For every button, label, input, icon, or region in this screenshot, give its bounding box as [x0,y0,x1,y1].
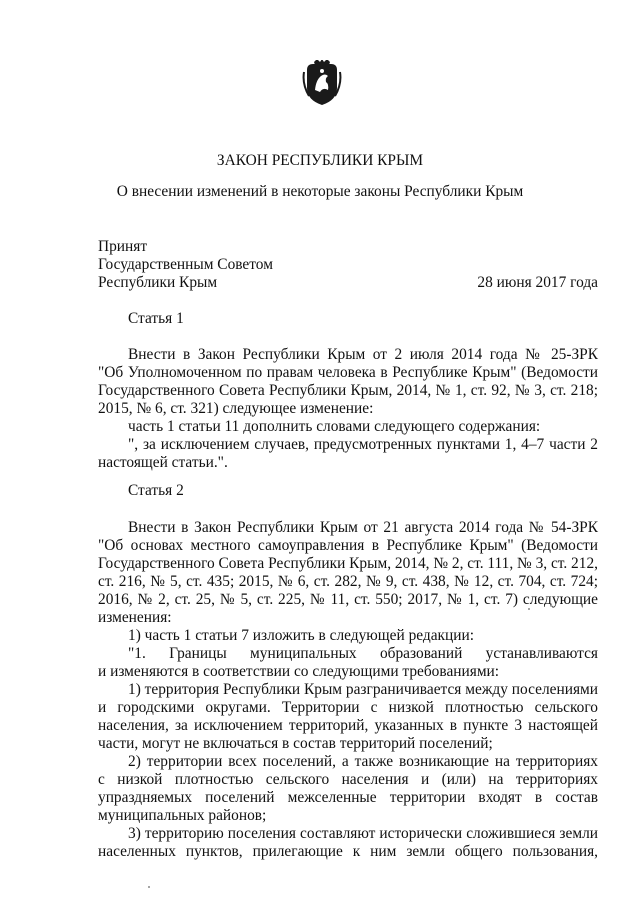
adopted-line-1: Принят [98,238,148,255]
law-title: ЗАКОН РЕСПУБЛИКИ КРЫМ [216,152,424,169]
article-2-line: муниципальных районов; [98,807,267,824]
article-2-line: Внести в Закон Республики Крым от 21 августа 2014 года № 54-ЗРК [128,519,598,536]
article-2-line: 1) часть 1 статьи 7 изложить в следующей редакции: [128,627,475,644]
article-1-line: часть 1 статьи 11 дополнить словами следующего содержания: [128,418,541,435]
article-2-line: 2) территории всех поселений, а также возникающие на территориях [128,753,598,770]
article-1-line: Внести в Закон Республики Крым от 2 июля 2014 года № 25-ЗРК [128,346,598,363]
article-2-line: с низкой плотностью сельского населения и (или) на территориях [98,771,598,788]
article-1-line: настоящей статьи.". [98,454,228,471]
scan-speck [528,608,530,610]
article-2-line: "1. Границы муниципальных образований устанавливаются [128,645,598,662]
article-1-line: ", за исключением случаев, предусмотренных пунктами 1, 4–7 части 2 [128,436,598,453]
article-2-line: части, могут не включаться в состав территорий поселений; [98,735,493,752]
article-2-line: 3) территорию поселения составляют исторически сложившиеся земли [128,825,598,842]
article-2-line: изменения: [98,609,172,626]
scan-speck [148,886,150,888]
article-1-line: Государственного Совета Республики Крым, 2014, № 1, ст. 92, № 3, ст. 218; [98,382,598,399]
article-1-line: 2015, № 6, ст. 321) следующее изменение: [98,400,374,417]
article-2-line: и изменяются в соответствии со следующими требованиями: [98,663,500,680]
law-subtitle: О внесении изменений в некоторые законы Республики Крым [116,183,524,200]
article-2-line: упраздняемых поселений межселенные территории входят в состав [98,789,598,806]
article-2-line: Государственного Совета Республики Крым, 2014, № 2, ст. 111, № 3, ст. 212, [98,555,598,572]
adopted-line-2: Государственным Советом [98,256,273,273]
adoption-date: 28 июня 2017 года [477,274,598,291]
article-2-heading: Статья 2 [128,482,184,499]
adopted-line-3: Республики Крым [98,274,218,291]
coat-of-arms-icon [301,60,343,106]
article-2-line: 1) территория Республики Крым разграничивается между поселениями [128,681,598,698]
article-2-line: и городскими округами. Территории с низкой плотностью сельского [98,699,598,716]
article-1-heading: Статья 1 [128,310,184,327]
article-2-line: 2016, № 2, ст. 25, № 5, ст. 225, № 11, ст. 550; 2017, № 1, ст. 7) следующие [98,591,598,608]
article-2-line: "Об основах местного самоуправления в Республике Крым" (Ведомости [98,537,598,554]
article-2-line: населенных пунктов, прилегающие к ним земли общего пользования, [98,843,598,860]
article-2-line: ст. 216, № 5, ст. 435; 2015, № 6, ст. 282, № 9, ст. 438, № 12, ст. 704, ст. 724; [98,573,598,590]
article-1-line: "Об Уполномоченном по правам человека в Республике Крым" (Ведомости [98,364,598,381]
article-2-line: населения, за исключением территорий, указанных в пункте 3 настоящей [98,717,598,734]
